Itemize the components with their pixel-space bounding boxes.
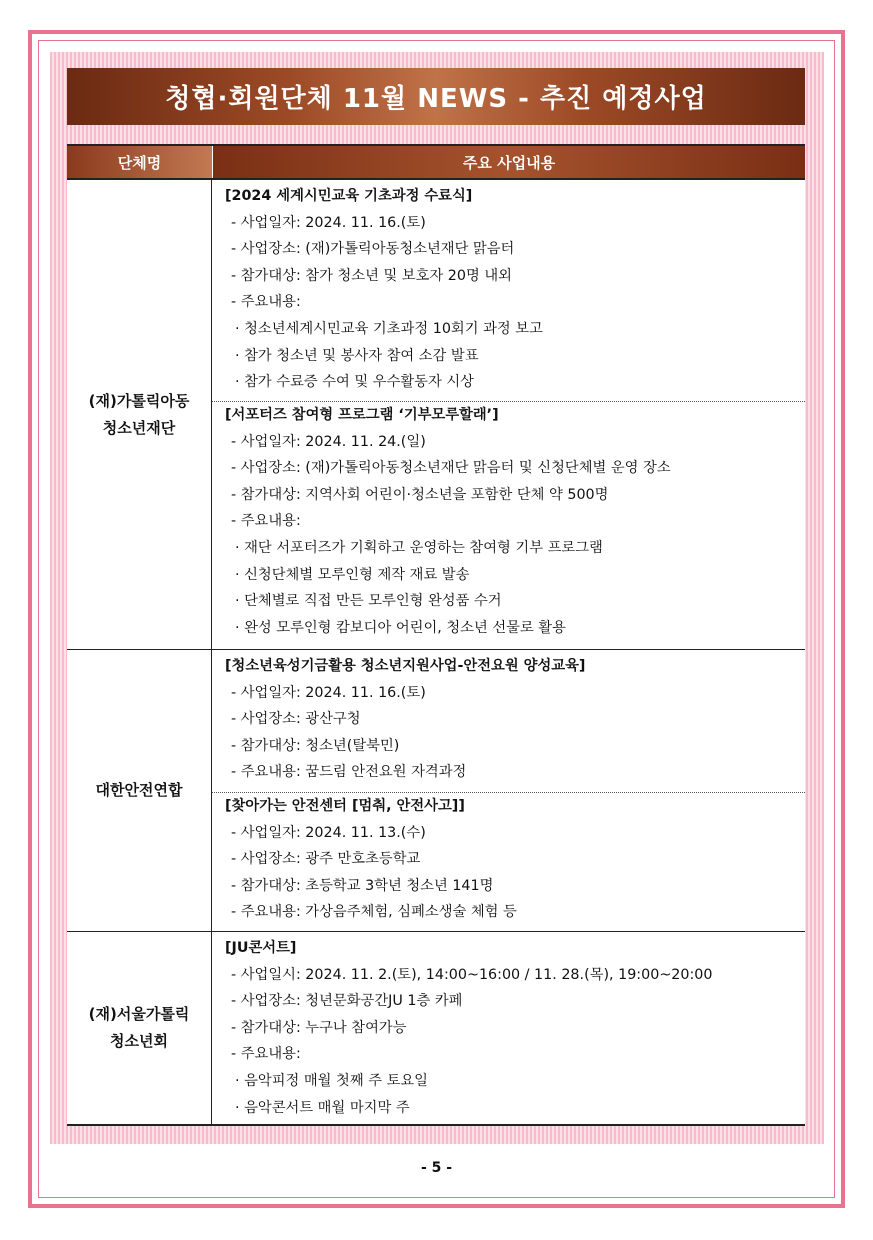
program-bullet: · 완성 모루인형 캄보디아 어린이, 청소년 선물로 활용 (235, 619, 566, 636)
program-bullet: · 신청단체별 모루인형 제작 재료 발송 (235, 566, 470, 583)
program-heading: [서포터즈 참여형 프로그램 ‘기부모루할래’] (225, 407, 499, 423)
org-items (212, 932, 805, 1124)
page-number: - 5 - (420, 1160, 453, 1176)
org-name-line: 대한안전연합 (95, 781, 183, 799)
program-bullet: · 청소년세계시민교육 기초과정 10회기 과정 보고 (235, 320, 543, 337)
program-heading: [JU콘서트] (225, 940, 297, 956)
org-name-line: 청소년재단 (102, 418, 176, 437)
page-title: 청협·회원단체 11월 NEWS - 추진 예정사업 (67, 68, 805, 125)
org-items (212, 180, 805, 649)
program-detail: - 참가대상: 청소년(탈북민) (231, 737, 400, 754)
org-name-line: (재)서울가톨릭 (88, 1005, 190, 1023)
header-org: 단체명 (67, 146, 213, 178)
program-bullet: · 재단 서포터즈가 기획하고 운영하는 참여형 기부 프로그램 (235, 539, 603, 556)
org-name (67, 932, 212, 1124)
program-detail: - 사업일자: 2024. 11. 16.(토) (231, 684, 426, 701)
program-bullet: · 단체별로 직접 만든 모루인형 완성품 수거 (235, 593, 502, 610)
program-item (212, 653, 805, 786)
org-items (212, 650, 805, 931)
program-detail: - 사업일자: 2024. 11. 16.(토) (231, 214, 426, 231)
program-detail: - 주요내용: (231, 294, 301, 311)
org-name (67, 650, 212, 931)
program-detail: - 주요내용: (231, 513, 301, 530)
program-detail: - 주요내용: 꿈드림 안전요원 자격과정 (231, 764, 467, 781)
news-table (67, 144, 805, 1126)
program-item (212, 792, 805, 926)
program-detail: - 사업장소: 광산구청 (231, 711, 361, 728)
program-detail: - 사업일자: 2024. 11. 24.(일) (231, 433, 426, 450)
org-row (67, 180, 805, 650)
program-detail: - 사업장소: 청년문화공간JU 1층 카페 (231, 993, 463, 1010)
org-row (67, 650, 805, 932)
program-item (212, 183, 805, 396)
program-detail: - 사업일시: 2024. 11. 2.(토), 14:00~16:00 / 11. 28.(목), 19:00~20:00 (231, 966, 713, 983)
program-bullet: · 음악피정 매월 첫째 주 토요일 (235, 1072, 428, 1089)
program-detail: - 주요내용: (231, 1046, 301, 1063)
program-bullet: · 음악콘서트 매월 마지막 주 (235, 1099, 410, 1116)
program-detail: - 사업장소: (재)가톨릭아동청소년재단 맑음터 및 신청단체별 운영 장소 (231, 460, 671, 477)
header-content: 주요 사업내용 (213, 146, 805, 178)
org-name-line: (재)가톨릭아동 (88, 391, 190, 410)
program-bullet: · 참가 수료증 수여 및 우수활동자 시상 (235, 374, 474, 391)
program-detail: - 사업장소: (재)가톨릭아동청소년재단 맑음터 (231, 241, 515, 258)
program-heading: [2024 세계시민교육 기초과정 수료식] (225, 188, 473, 204)
org-name-line: 청소년회 (110, 1032, 168, 1050)
program-detail: - 참가대상: 지역사회 어린이·청소년을 포함한 단체 약 500명 (231, 486, 609, 503)
program-detail: - 주요내용: 가상음주체험, 심폐소생술 체험 등 (231, 904, 517, 921)
program-item (212, 401, 805, 641)
program-detail: - 참가대상: 초등학교 3학년 청소년 141명 (231, 877, 494, 894)
program-detail: - 사업일자: 2024. 11. 13.(수) (231, 824, 426, 841)
program-detail: - 참가대상: 누구나 참여가능 (231, 1019, 407, 1036)
program-detail: - 참가대상: 참가 청소년 및 보호자 20명 내외 (231, 267, 512, 284)
program-heading: [청소년육성기금활용 청소년지원사업-안전요원 양성교육] (225, 658, 586, 674)
org-row (67, 932, 805, 1126)
program-item (212, 935, 805, 1121)
program-detail: - 사업장소: 광주 만호초등학교 (231, 851, 421, 868)
program-heading: [찾아가는 안전센터 [멈춰, 안전사고]] (225, 798, 465, 814)
program-bullet: · 참가 청소년 및 봉사자 참여 소감 발표 (235, 347, 479, 364)
org-name (67, 180, 212, 649)
table-header (67, 144, 805, 180)
